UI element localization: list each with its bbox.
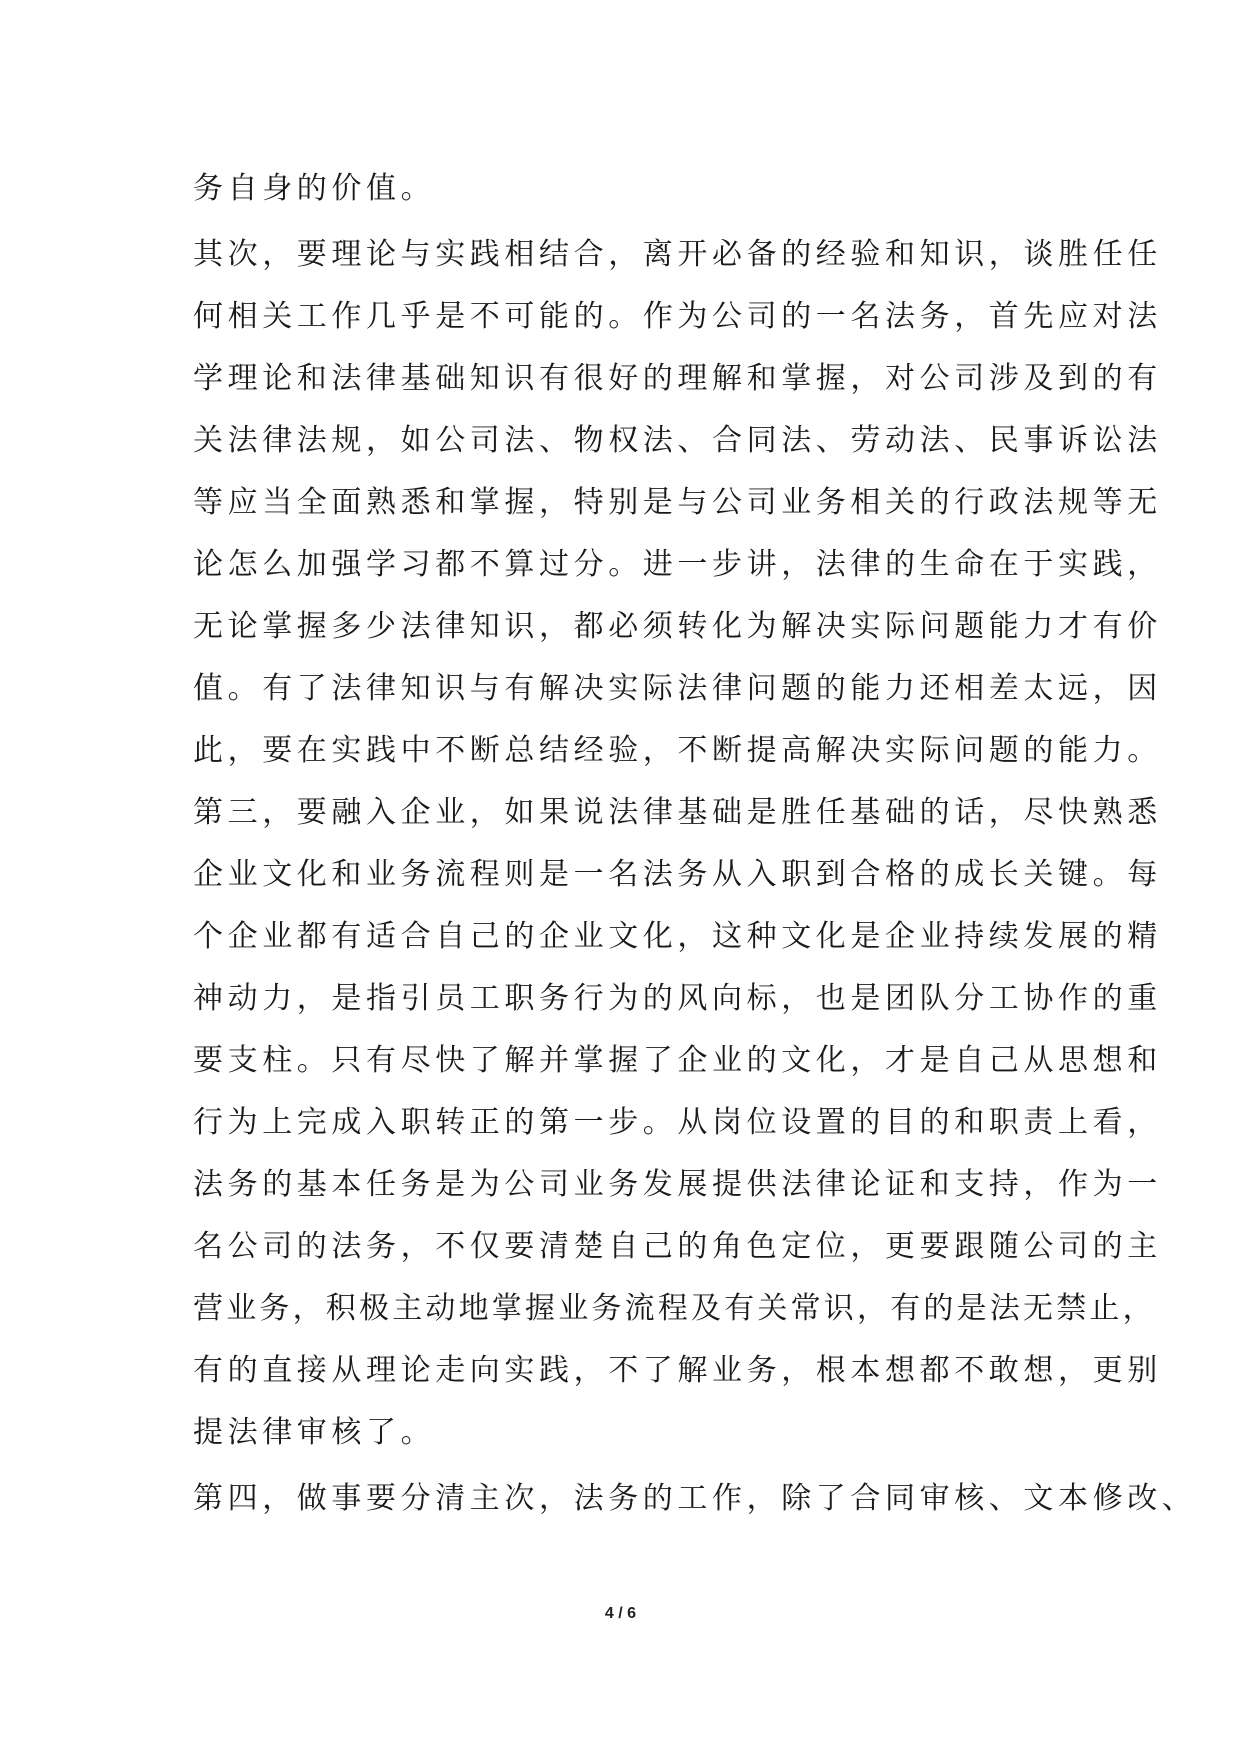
text-line: 个企业都有适合自己的企业文化，这种文化是企业持续发展的精 (193, 919, 1162, 954)
text-line: 等应当全面熟悉和掌握，特别是与公司业务相关的行政法规等无 (193, 485, 1162, 520)
text-line: 要支柱。只有尽快了解并掌握了企业的文化，才是自己从思想和 (193, 1043, 1162, 1078)
text-line: 神动力，是指引员工职务行为的风向标，也是团队分工协作的重 (193, 981, 1162, 1016)
text-line: 法务的基本任务是为公司业务发展提供法律论证和支持，作为一 (193, 1167, 1162, 1202)
text-line: 企业文化和业务流程则是一名法务从入职到合格的成长关键。每 (193, 857, 1162, 892)
text-line: 论怎么加强学习都不算过分。进一步讲，法律的生命在于实践， (193, 547, 1162, 582)
text-line: 何相关工作几乎是不可能的。作为公司的一名法务，首先应对法 (193, 299, 1162, 334)
text-line: 学理论和法律基础知识有很好的理解和掌握，对公司涉及到的有 (193, 361, 1162, 396)
document-body (193, 158, 1197, 1530)
paragraph (193, 1468, 1197, 1530)
text-line: 无论掌握多少法律知识，都必须转化为解决实际问题能力才有价 (193, 609, 1162, 644)
text-line: 有的直接从理论走向实践，不了解业务，根本想都不敢想，更别 (193, 1353, 1162, 1388)
text-line: 行为上完成入职转正的第一步。从岗位设置的目的和职责上看， (193, 1105, 1162, 1140)
page-number: 4 / 6 (604, 1605, 637, 1622)
text-line: 此，要在实践中不断总结经验，不断提高解决实际问题的能力。 (193, 733, 1162, 768)
paragraph (193, 224, 1162, 1464)
text-line: 值。有了法律知识与有解决实际法律问题的能力还相差太远，因 (193, 671, 1162, 706)
text-line: 名公司的法务，不仅要清楚自己的角色定位，更要跟随公司的主 (193, 1229, 1162, 1264)
text-line: 关法律法规，如公司法、物权法、合同法、劳动法、民事诉讼法 (193, 423, 1162, 458)
text-line: 第四，做事要分清主次，法务的工作，除了合同审核、文本修改、 (193, 1481, 1197, 1516)
text-line: 提法律审核了。 (193, 1415, 436, 1450)
text-line: 第三，要融入企业，如果说法律基础是胜任基础的话，尽快熟悉 (193, 795, 1162, 830)
paragraph (193, 158, 1053, 220)
text-line: 营业务，积极主动地掌握业务流程及有关常识，有的是法无禁止， (193, 1291, 1156, 1326)
text-line: 务自身的价值。 (193, 171, 436, 206)
text-line: 其次，要理论与实践相结合，离开必备的经验和知识，谈胜任任 (193, 237, 1162, 272)
